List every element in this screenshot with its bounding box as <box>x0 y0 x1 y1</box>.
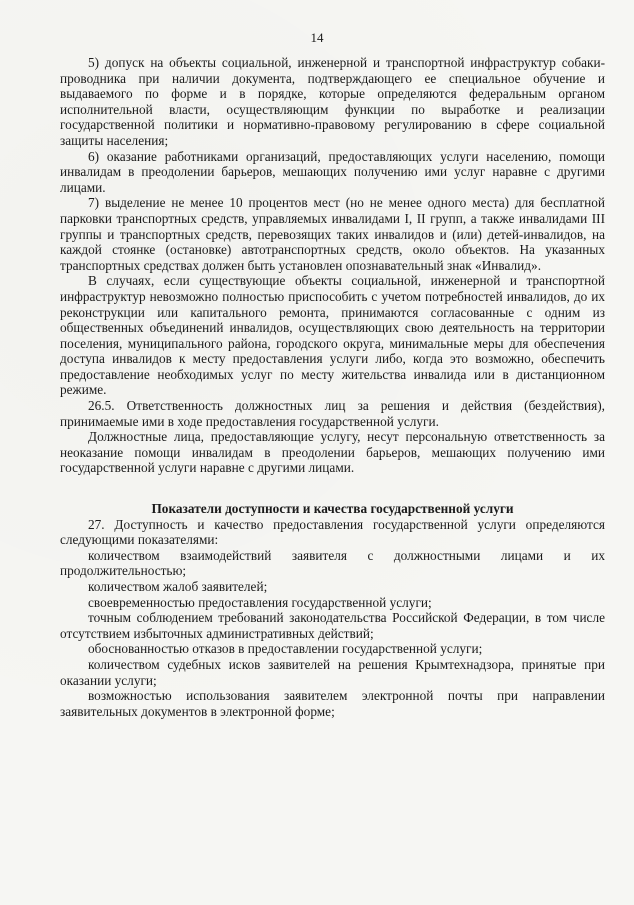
paragraph: 7) выделение не менее 10 процентов мест (но не менее одного места) для бесплатной парковки транспортных средств, управляемых инвалидами I, II групп, а также инвалидами III группы и транспортных средств, перевозящих таких инвалидов и (или) детей-инвалидов, на каждой стоянке (остановке) автотранспортных средств, около объектов. На указанных транспортных средствах должен быть установлен опознавательный знак «Инвалид». <box>60 195 605 273</box>
paragraph: точным соблюдением требований законодательства Российской Федерации, в том числе отсутствием избыточных административных действий; <box>60 610 605 641</box>
paragraph: количеством взаимодействий заявителя с должностными лицами и их продолжительностью; <box>60 547 605 579</box>
paragraph: своевременностью предоставления государственной услуги; <box>88 594 432 610</box>
paragraph: 26.5. Ответственность должностных лиц за решения и действия (бездействия), принимаемые ими в ходе предоставления государственной услуги. <box>60 398 605 429</box>
paragraph: количеством жалоб заявителей; <box>88 579 268 594</box>
paragraph: Должностные лица, предоставляющие услугу, несут персональную ответственность за неоказание помощи инвалидам в преодолении барьеров, мешающих получению ими государственной услуги наравне с другими лицами. <box>60 429 605 476</box>
paragraph: количеством судебных исков заявителей на решения Крымтехнадзора, принятые при оказании услуги; <box>60 656 605 688</box>
page-number: 14 <box>310 30 324 45</box>
paragraph: 5) допуск на объекты социальной, инженерной и транспортной инфраструктур собаки-проводника при наличии документа, подтверждающего ее специальное обучение и выдаваемого по форме и в порядке, которые определяются федеральным органом исполнительной власти, осуществляющим функции по выработке и реализации государственной политики и нормативно-правовому регулированию в сфере социальной защиты населения; <box>60 55 605 148</box>
paragraph: В случаях, если существующие объекты социальной, инженерной и транспортной инфраструктур невозможно полностью приспособить с учетом потребностей инвалидов, до их реконструкции или капитального ремонта, принимаются согласованные с одним из общественных объединений инвалидов, осуществляющих свою деятельность на территории поселения, муниципального района, городского округа, минимальные меры для обеспечения доступа инвалидов к месту предоставления услуги либо, когда это возможно, обеспечить предоставление необходимых услуг по месту жительства инвалида или в дистанционном режиме. <box>60 273 605 398</box>
section-heading: Показатели доступности и качества государственной услуги <box>151 501 514 517</box>
document-body <box>60 55 605 719</box>
paragraph: возможностью использования заявителем электронной почты при направлении заявительных документов в электронной форме; <box>60 688 605 719</box>
paragraph: обоснованностью отказов в предоставлении государственной услуги; <box>88 641 483 657</box>
paragraph: 27. Доступность и качество предоставления государственной услуги определяются следующими показателями: <box>60 516 605 548</box>
paragraph: 6) оказание работниками организаций, предоставляющих услуги населению, помощи инвалидам в преодолении барьеров, мешающих получению ими услуг наравне с другими лицами. <box>60 148 605 195</box>
